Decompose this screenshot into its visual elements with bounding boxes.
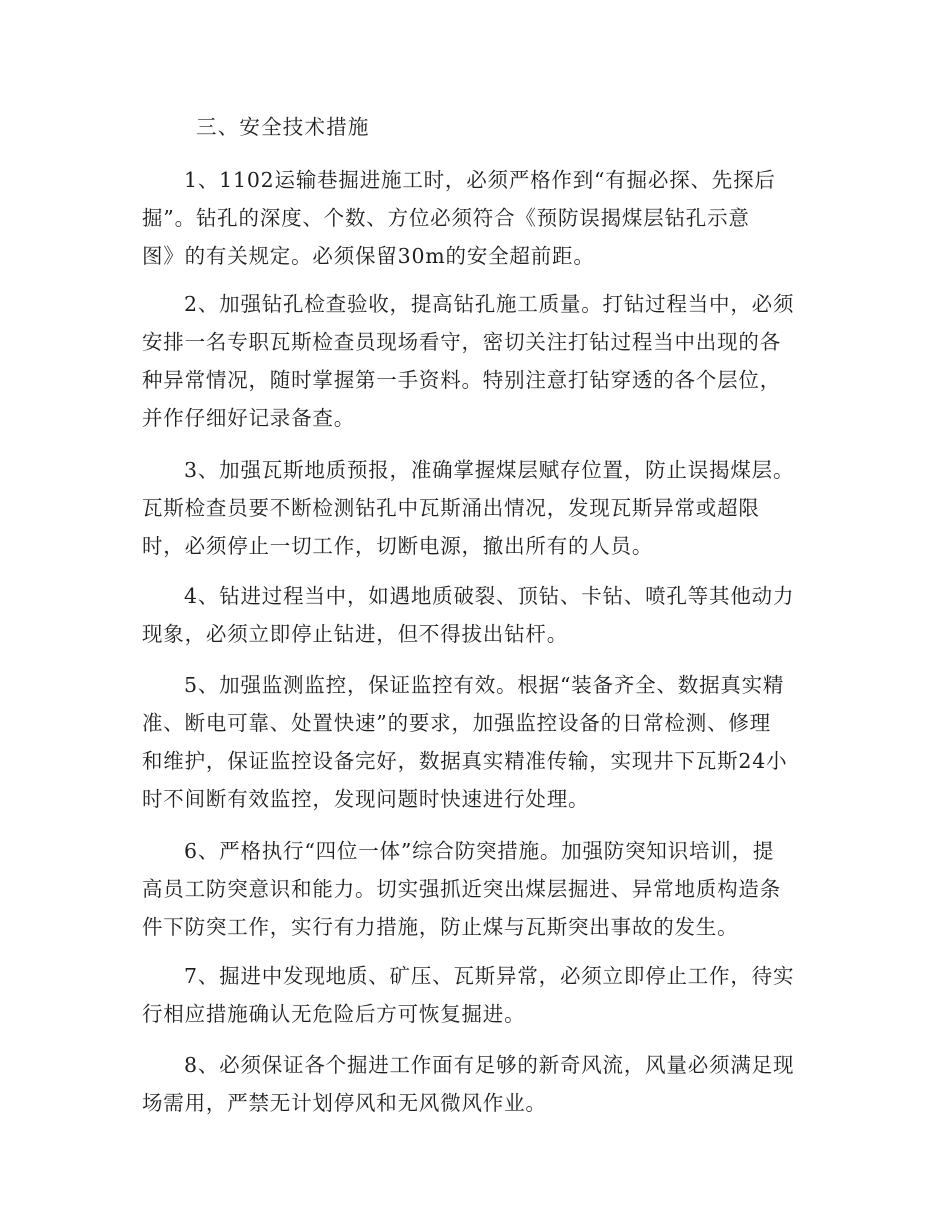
paragraph-line: 6、严格执行“四位一体”综合防突措施。加强防突知识培训，提	[184, 839, 775, 863]
section-heading: 三、安全技术措施	[196, 115, 370, 139]
paragraph-3	[142, 451, 794, 565]
paragraph-line: 掘”。钻孔的深度、个数、方位必须符合《预防误揭煤层钻孔示意	[142, 206, 750, 230]
paragraph-line: 并作仔细好记录备查。	[142, 406, 355, 430]
paragraph-line: 2、加强钻孔检查验收，提高钻孔施工质量。打钻过程当中，必须	[184, 292, 795, 316]
paragraph-line: 现象，必须立即停止钻进，但不得拔出钻杆。	[142, 622, 568, 646]
paragraph-line: 高员工防突意识和能力。切实强抓近突出煤层掘进、异常地质构造条	[142, 877, 781, 901]
paragraph-5	[142, 666, 787, 818]
paragraph-8	[142, 1046, 794, 1122]
paragraph-line: 3、加强瓦斯地质预报，准确掌握煤层赋存位置，防止误揭煤层。	[184, 458, 795, 482]
paragraph-line: 和维护，保证监控设备完好，数据真实精准传输，实现井下瓦斯24小	[142, 749, 788, 773]
paragraph-line: 场需用，严禁无计划停风和无风微风作业。	[142, 1091, 547, 1115]
paragraph-7	[142, 957, 794, 1033]
paragraph-1	[142, 161, 776, 275]
paragraph-line: 时不间断有效监控，发现问题时快速进行处理。	[142, 787, 590, 811]
paragraph-line: 图》的有关规定。必须保留30m的安全超前距。	[142, 244, 595, 268]
paragraph-line: 准、断电可靠、处置快速”的要求，加强监控设备的日常检测、修理	[142, 711, 771, 735]
paragraph-line: 件下防突工作，实行有力措施，防止煤与瓦斯突出事故的发生。	[142, 915, 739, 939]
paragraph-line: 瓦斯检查员要不断检测钻孔中瓦斯涌出情况，发现瓦斯异常或超限	[142, 496, 760, 520]
paragraph-line: 1、1102运输巷掘进施工时，必须严格作到“有掘必探、先探后	[184, 168, 776, 192]
paragraph-line: 7、掘进中发现地质、矿压、瓦斯异常，必须立即停止工作，待实	[184, 964, 795, 988]
paragraph-line: 安排一名专职瓦斯检查员现场看守，密切关注打钻过程当中出现的各	[142, 330, 781, 354]
paragraph-line: 时，必须停止一切工作，切断电源，撤出所有的人员。	[142, 534, 654, 558]
paragraph-4	[142, 577, 794, 653]
paragraph-6	[142, 832, 781, 946]
paragraph-line: 行相应措施确认无危险后方可恢复掘进。	[142, 1002, 526, 1026]
paragraph-line: 4、钻进过程当中，如遇地质破裂、顶钻、卡钻、喷孔等其他动力	[184, 584, 795, 608]
paragraph-line: 种异常情况，随时掌握第一手资料。特别注意打钻穿透的各个层位，	[142, 368, 781, 392]
paragraph-line: 5、加强监测监控，保证监控有效。根据“装备齐全、数据真实精	[184, 673, 785, 697]
paragraph-2	[142, 285, 794, 437]
paragraph-line: 8、必须保证各个掘进工作面有足够的新奇风流，风量必须满足现	[184, 1053, 795, 1077]
